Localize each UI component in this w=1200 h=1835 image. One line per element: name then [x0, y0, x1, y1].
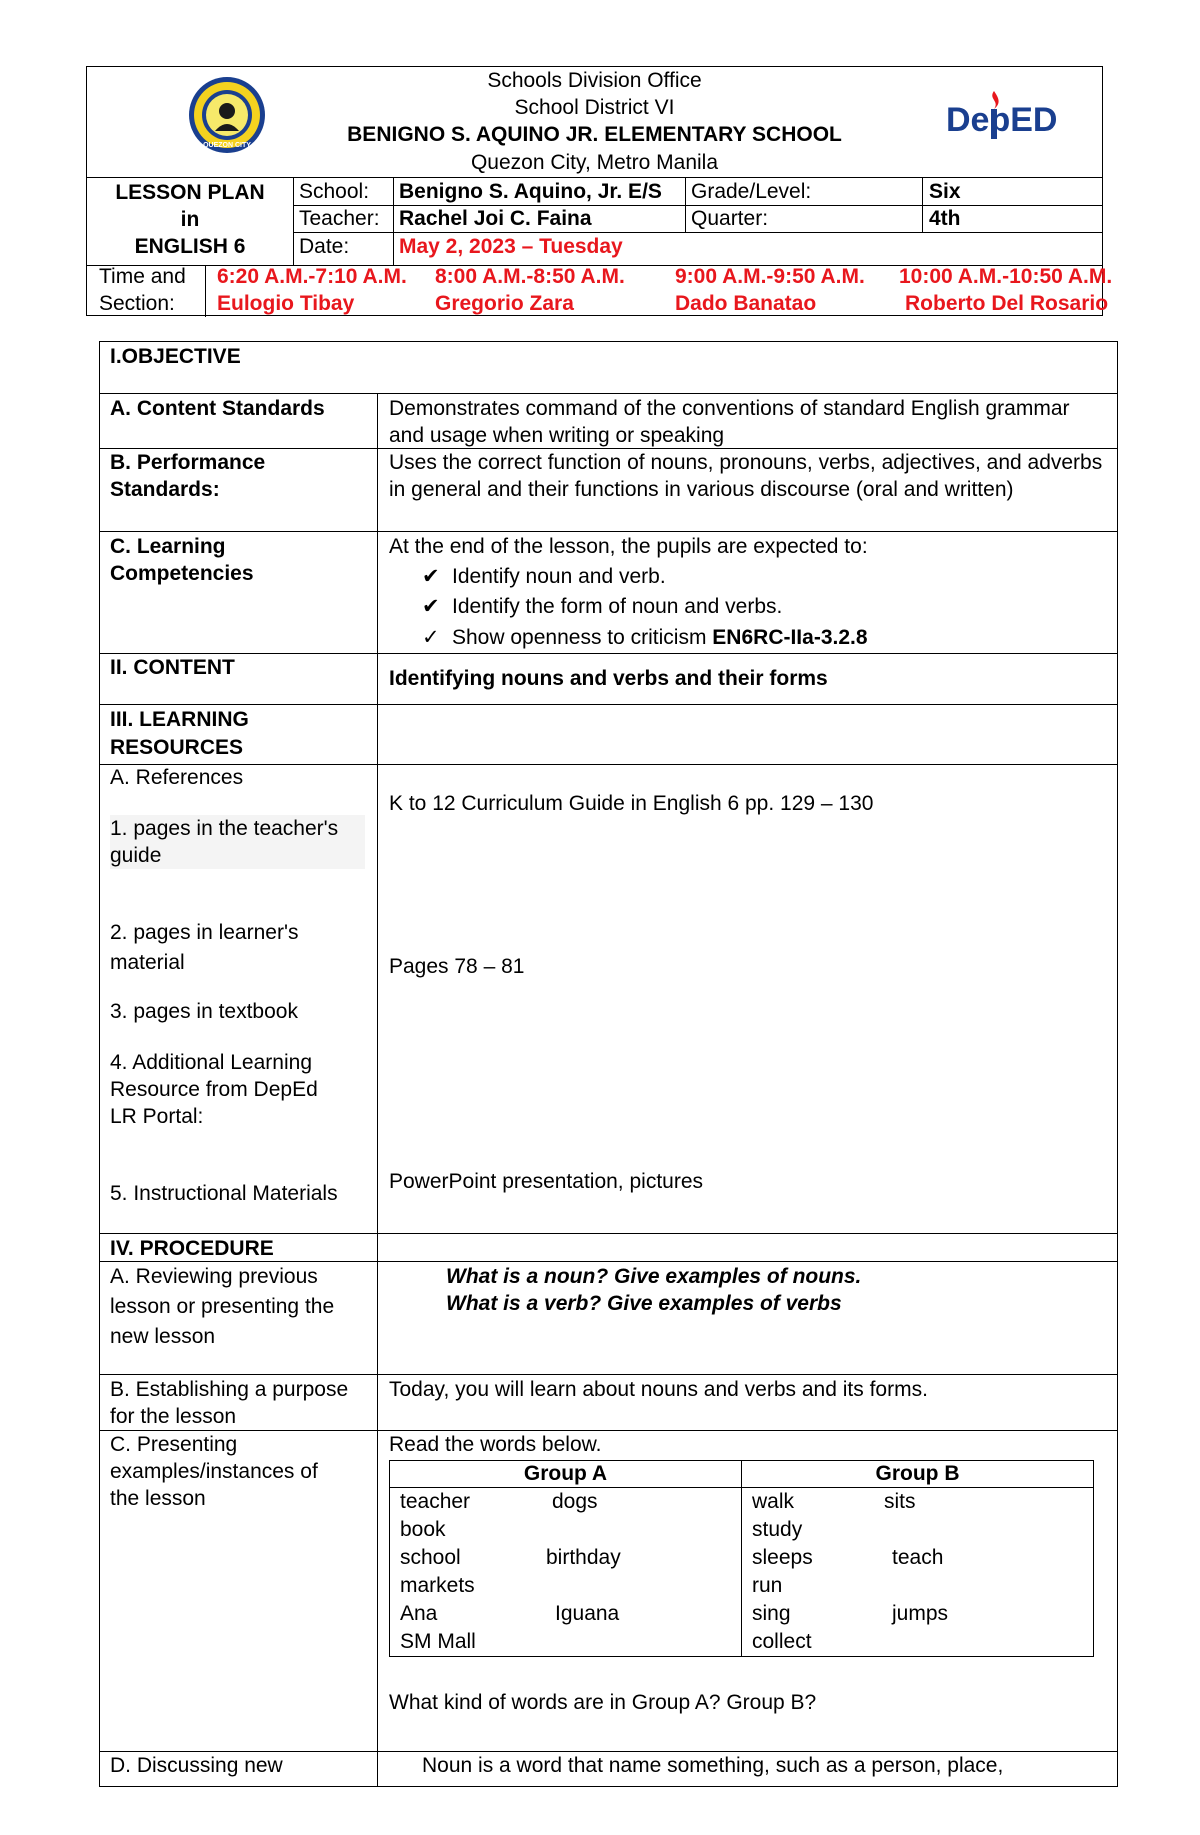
school-label: School:	[299, 180, 370, 203]
school-value: Benigno S. Aquino, Jr. E/S	[399, 180, 662, 203]
session-2-section: Gregorio Zara	[435, 292, 574, 315]
competencies-intro: At the end of the lesson, the pupils are expected to:	[389, 535, 868, 558]
competency-item: ✔ Identify the form of noun and verbs.	[422, 595, 783, 618]
instructional-label: 5. Instructional Materials	[110, 1182, 338, 1205]
session-4-section: Roberto Del Rosario	[905, 292, 1109, 315]
instructional-text: PowerPoint presentation, pictures	[389, 1170, 704, 1193]
additional-label-3: LR Portal:	[110, 1105, 204, 1128]
purpose-label-1: B. Establishing a purpose	[110, 1378, 349, 1401]
check-icon: ✔	[422, 565, 440, 588]
district: School District VI	[514, 96, 675, 119]
learners-material-label-1: 2. pages in learner's	[110, 921, 299, 944]
presenting-intro: Read the words below.	[389, 1433, 602, 1456]
teacher-label: Teacher:	[299, 207, 380, 230]
group-b-words: walk sits study sleeps teach run sing jumps collect	[742, 1488, 1094, 1657]
group-b-header: Group B	[742, 1461, 1094, 1488]
objective-heading: I.OBJECTIVE	[110, 345, 241, 368]
lesson-plan-line-2: in	[180, 208, 200, 231]
grade-label: Grade/Level:	[691, 180, 812, 203]
purpose-text: Today, you will learn about nouns and verbs and its forms.	[389, 1378, 928, 1401]
session-2-time: 8:00 A.M.-8:50 A.M.	[435, 265, 625, 288]
resources-label-2: RESOURCES	[110, 736, 244, 759]
office: Schools Division Office	[487, 69, 702, 92]
competency-item: ✔ Identify noun and verb.	[422, 565, 666, 588]
performance-text: Uses the correct function of nouns, pronouns, verbs, adjectives, and adverbs in general and their functions in various discourse (oral and written)	[389, 451, 1103, 501]
competencies-label-2: Competencies	[110, 562, 254, 585]
procedure-label: IV. PROCEDURE	[110, 1237, 274, 1260]
session-3-section: Dado Banatao	[675, 292, 817, 315]
lesson-plan-line-3: ENGLISH 6	[134, 235, 246, 258]
group-a-words: teacher dogs book school birthday markets Ana Iguana SM Mall	[390, 1488, 742, 1657]
presenting-label-2: examples/instances of	[110, 1460, 318, 1483]
competency-item: ✓ Show openness to criticism EN6RC-IIa-3.2.8	[422, 626, 868, 649]
check-icon: ✔	[422, 595, 440, 618]
textbook-label: 3. pages in textbook	[110, 1000, 298, 1023]
session-1-time: 6:20 A.M.-7:10 A.M.	[217, 265, 407, 288]
seal-text: QUEZON CITY	[203, 142, 251, 149]
session-1-section: Eulogio Tibay	[217, 292, 355, 315]
school-name: BENIGNO S. AQUINO JR. ELEMENTARY SCHOOL	[347, 123, 842, 146]
resources-label-1: III. LEARNING	[110, 708, 249, 731]
reviewing-label-3: new lesson	[110, 1325, 216, 1348]
teacher-value: Rachel Joi C. Faina	[399, 207, 592, 230]
reviewing-question-1: What is a noun? Give examples of nouns.	[446, 1265, 862, 1288]
additional-label-1: 4. Additional Learning	[110, 1051, 312, 1074]
quarter-label: Quarter:	[691, 207, 769, 230]
header-table	[86, 66, 1113, 316]
purpose-label-2: for the lesson	[110, 1405, 237, 1428]
session-4-time: 10:00 A.M.-10:50 A.M.	[899, 265, 1113, 288]
reviewing-label-2: lesson or presenting the	[110, 1295, 335, 1318]
reviewing-question-2: What is a verb? Give examples of verbs	[446, 1292, 842, 1315]
performance-label-1: B. Performance	[110, 451, 266, 474]
location: Quezon City, Metro Manila	[470, 151, 719, 174]
teachers-guide-text: K to 12 Curriculum Guide in English 6 pp. 129 – 130	[389, 792, 874, 815]
performance-label-2: Standards:	[110, 478, 220, 501]
lesson-plan-table	[99, 341, 1118, 1787]
presenting-label-1: C. Presenting	[110, 1433, 238, 1456]
content-standards-label: A. Content Standards	[110, 397, 325, 420]
learners-material-text: Pages 78 – 81	[389, 955, 525, 978]
date-value: May 2, 2023 – Tuesday	[399, 235, 623, 258]
competencies-label-1: C. Learning	[110, 535, 226, 558]
presenting-question: What kind of words are in Group A? Group B?	[389, 1691, 817, 1714]
quarter-value: 4th	[929, 207, 961, 230]
teachers-guide-label-2: guide	[110, 842, 365, 869]
check-icon: ✓	[422, 626, 440, 649]
presenting-label-3: the lesson	[110, 1487, 206, 1510]
competency-code: EN6RC-IIa-3.2.8	[712, 626, 868, 649]
date-label: Date:	[299, 235, 350, 258]
session-3-time: 9:00 A.M.-9:50 A.M.	[675, 265, 865, 288]
teachers-guide-label-1: 1. pages in the teacher's	[110, 815, 365, 842]
deped-logo-text: DepED	[946, 101, 1058, 139]
content-label: II. CONTENT	[110, 656, 235, 679]
discussing-label: D. Discussing new	[110, 1754, 283, 1777]
content-text: Identifying nouns and verbs and their forms	[389, 667, 828, 690]
discussing-text: Noun is a word that name something, such as a person, place,	[422, 1754, 1004, 1777]
learners-material-label-2: material	[110, 951, 185, 974]
grade-value: Six	[929, 180, 961, 203]
references-label: A. References	[110, 766, 244, 789]
lesson-plan-line-1: LESSON PLAN	[115, 181, 265, 204]
groups-table	[389, 1460, 1094, 1657]
group-a-header: Group A	[390, 1461, 742, 1488]
time-label-1: Time and	[99, 265, 186, 288]
reviewing-label-1: A. Reviewing previous	[110, 1265, 318, 1288]
time-label-2: Section:	[99, 292, 175, 315]
additional-label-2: Resource from DepEd	[110, 1078, 318, 1101]
content-standards-text: Demonstrates command of the conventions of standard English grammar and usage when writing or speaking	[389, 397, 1070, 447]
